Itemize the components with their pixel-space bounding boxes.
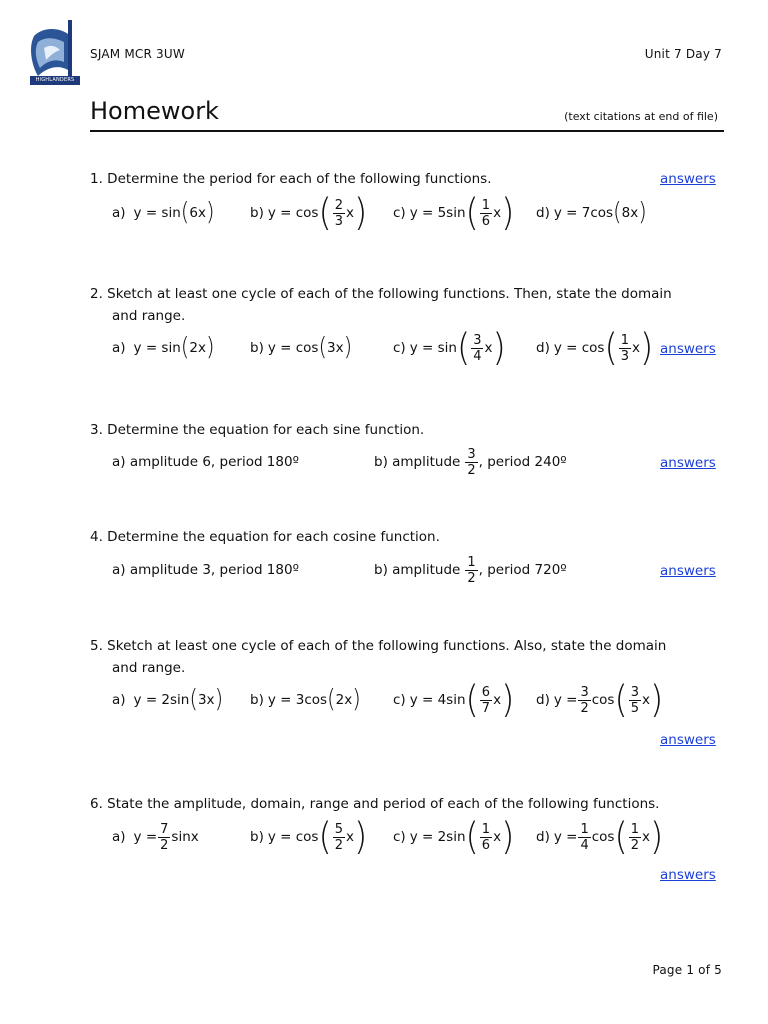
- q1-answers-link[interactable]: answers: [660, 171, 716, 187]
- q4-b: b) amplitude $\frac{1}{2}$ , period 720º: [374, 554, 567, 586]
- q6-a: a) y = $\frac{7}{2}$ sinx: [112, 821, 199, 853]
- title-rule: [90, 130, 724, 132]
- q6-b: b) y = cos ( $\frac{5}{2}$ x ): [250, 815, 368, 859]
- question-1-text: 1. Determine the period for each of the following functions.: [90, 171, 492, 187]
- q1-a: a) y = sin ( 6x ): [112, 198, 215, 227]
- q5-c: c) y = 4sin ( $\frac{6}{7}$ x ): [393, 678, 515, 722]
- school-logo: [24, 18, 84, 90]
- q2-answers-link[interactable]: answers: [660, 341, 716, 357]
- q4-a: a) amplitude 3, period 180º: [112, 562, 299, 578]
- q3-a: a) amplitude 6, period 180º: [112, 454, 299, 470]
- q3-answers-link[interactable]: answers: [660, 455, 716, 471]
- course-code: SJAM MCR 3UW: [90, 47, 185, 61]
- question-2-text: 2. Sketch at least one cycle of each of the following functions. Then, state the domain: [90, 286, 672, 302]
- q2-d: d) y = cos ( $\frac{1}{3}$ x ): [536, 326, 654, 370]
- q2-b: b) y = cos ( 3x ): [250, 333, 353, 362]
- page-number: Page 1 of 5: [652, 963, 722, 977]
- q3-b: b) amplitude $\frac{3}{2}$ , period 240º: [374, 446, 567, 478]
- q2-c: c) y = sin ( $\frac{3}{4}$ x ): [393, 326, 506, 370]
- citation-note: (text citations at end of file): [564, 110, 718, 123]
- q6-answers-link[interactable]: answers: [660, 867, 716, 883]
- question-2-text-cont: and range.: [112, 308, 186, 324]
- q1-c: c) y = 5sin ( $\frac{1}{6}$ x ): [393, 191, 515, 235]
- question-5-text-cont: and range.: [112, 660, 186, 676]
- q4-answers-link[interactable]: answers: [660, 563, 716, 579]
- unit-day: Unit 7 Day 7: [644, 47, 722, 61]
- question-6-text: 6. State the amplitude, domain, range and period of each of the following functions.: [90, 796, 660, 812]
- q6-c: c) y = 2sin ( $\frac{1}{6}$ x ): [393, 815, 515, 859]
- question-5-text: 5. Sketch at least one cycle of each of the following functions. Also, state the domain: [90, 638, 667, 654]
- question-4-text: 4. Determine the equation for each cosine function.: [90, 529, 440, 545]
- q2-a: a) y = sin ( 2x ): [112, 333, 215, 362]
- q5-answers-link[interactable]: answers: [660, 732, 716, 748]
- q5-d: d) y = $\frac{3}{2}$ cos ( $\frac{3}{5}$ x ): [536, 678, 664, 722]
- q5-b: b) y = 3cos ( 2x ): [250, 685, 361, 714]
- q1-b: b) y = cos ( $\frac{2}{3}$ x ): [250, 191, 368, 235]
- q1-d: d) y = 7cos ( 8x ): [536, 198, 647, 227]
- question-3-text: 3. Determine the equation for each sine function.: [90, 422, 425, 438]
- q5-a: a) y = 2sin ( 3x ): [112, 685, 224, 714]
- q6-d: d) y = $\frac{1}{4}$ cos ( $\frac{1}{2}$ x ): [536, 815, 664, 859]
- page-title: Homework: [90, 97, 219, 125]
- logo-wordmark: HIGHLANDERS: [35, 77, 75, 83]
